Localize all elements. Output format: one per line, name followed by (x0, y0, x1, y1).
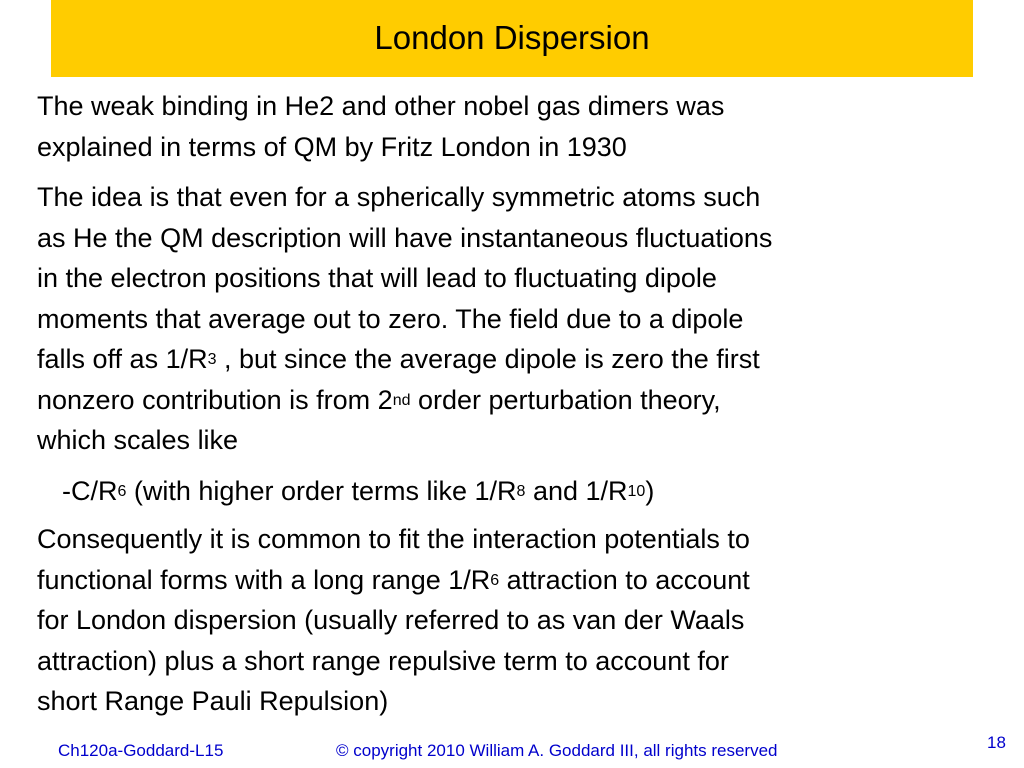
superscript: 6 (117, 482, 127, 500)
text-fragment: functional forms with a long range 1/R (37, 564, 491, 595)
text-fragment: (with higher order terms like 1/R (126, 475, 517, 506)
text-fragment: attraction to account (499, 564, 750, 595)
slide-title: London Dispersion (374, 19, 650, 56)
paragraph-consequence (37, 519, 987, 722)
slide-body (37, 86, 987, 722)
text-fragment: nonzero contribution is from 2 (37, 384, 393, 415)
text-line: moments that average out to zero. The field due to a dipole (37, 303, 744, 334)
text-line: in the electron positions that will lead to fluctuating dipole (37, 263, 717, 293)
paragraph-history (37, 86, 987, 167)
text-fragment: -C/R (62, 475, 118, 506)
paragraph-idea (37, 177, 987, 461)
text-line: attraction) plus a short range repulsive term to account for (37, 645, 729, 676)
slide-number: 18 (987, 733, 1006, 752)
text-fragment: order perturbation theory, (410, 384, 721, 415)
footer-course-id: Ch120a-Goddard-L15 (58, 741, 224, 760)
text-line: which scales like (37, 425, 239, 455)
text-fragment: ) (645, 475, 655, 506)
footer-copyright: © copyright 2010 William A. Goddard III, all rights reserved (336, 741, 778, 760)
text-line: explained in terms of QM by Fritz London in 1930 (37, 131, 627, 162)
title-bar (51, 0, 973, 77)
text-line: Consequently it is common to fit the interaction potentials to (37, 524, 750, 554)
text-fragment: , but since the average dipole is zero the first (216, 344, 760, 374)
text-line: for London dispersion (usually referred to as van der Waals (37, 605, 745, 635)
superscript: 10 (627, 482, 646, 500)
superscript: nd (392, 391, 411, 409)
text-line: The idea is that even for a spherically symmetric atoms such (37, 182, 761, 212)
superscript: 3 (207, 351, 217, 368)
text-line: short Range Pauli Repulsion) (37, 686, 389, 716)
text-fragment: falls off as 1/R (37, 344, 208, 374)
text-fragment: and 1/R (525, 475, 628, 506)
superscript: 6 (490, 571, 500, 589)
superscript: 8 (516, 482, 526, 500)
text-line: The weak binding in He2 and other nobel gas dimers was (37, 91, 725, 121)
text-line: as He the QM description will have instantaneous fluctuations (37, 222, 773, 253)
formula-line (37, 471, 987, 512)
